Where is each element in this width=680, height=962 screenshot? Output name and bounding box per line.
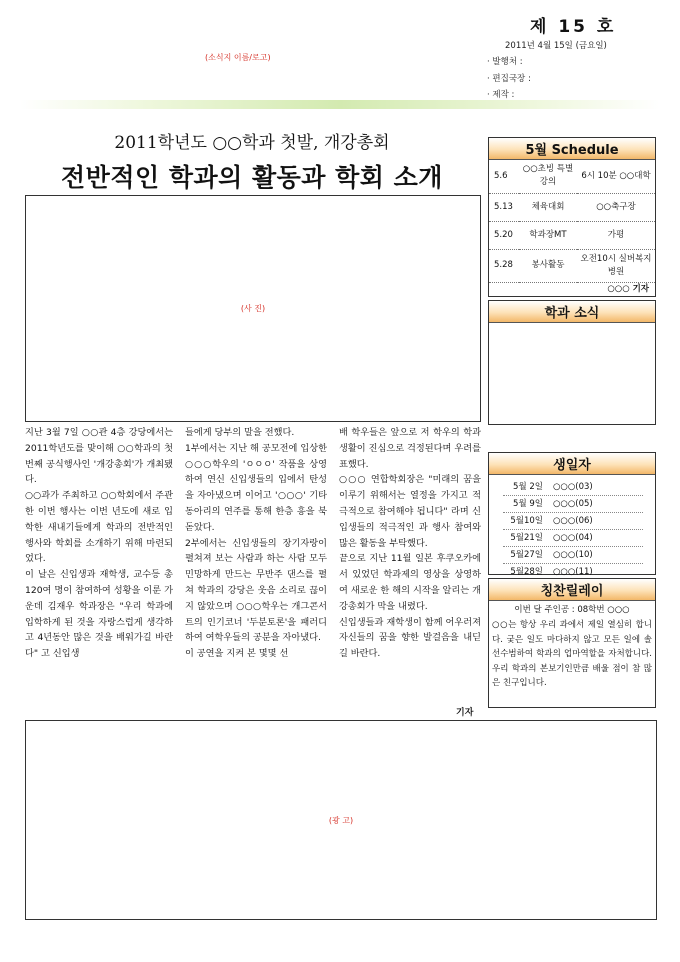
- birthday-item: [503, 547, 643, 564]
- schedule-row: [489, 160, 655, 193]
- schedule-place: ○○축구장: [577, 193, 655, 221]
- publisher-line: · 발행처 :: [487, 57, 523, 67]
- article-paragraph: 지난 3월 7일 ○○관 4층 강당에서는 2011학년도를 맞이해 ○○학과의 첫 번째 공식행사인 '개강총회'가 개최됐다.: [25, 427, 173, 486]
- birthday-date: 5월28일: [510, 567, 543, 577]
- birthday-item: [503, 530, 643, 547]
- photo-placeholder-label: (사 진): [240, 304, 266, 313]
- birthday-name: ○○○(04): [553, 533, 593, 543]
- schedule-row: [489, 221, 655, 249]
- article-paragraph: 들에게 당부의 말을 전했다.: [185, 427, 295, 438]
- article-column-1: [25, 425, 173, 662]
- schedule-date: 5.28: [489, 249, 519, 282]
- birthday-name: ○○○(10): [553, 550, 593, 560]
- newsletter-logo-placeholder: (소식지 이름/로고): [205, 53, 271, 62]
- producer-line: · 제작 :: [487, 90, 515, 100]
- birthday-date: 5월21일: [510, 533, 543, 543]
- praise-relay-text: ○○는 항상 우리 과에서 제일 열심히 합니다. 궂은 일도 마다하지 않고 모든 일에 솔선수범하여 학과의 업마역할을 자처합니다. 우리 학과의 본보기인만큼 배울 점이 참 많은 친구입니다.: [492, 620, 652, 688]
- department-news-box: [488, 300, 656, 425]
- schedule-event: 학과장MT: [519, 221, 577, 249]
- schedule-box: [488, 137, 656, 297]
- schedule-date: 5.6: [489, 160, 519, 193]
- article-column-2: [185, 425, 327, 662]
- schedule-date: 5.20: [489, 221, 519, 249]
- schedule-place: 6시 10분 ○○대학: [577, 160, 655, 193]
- birthday-item: [503, 496, 643, 513]
- article-subheadline: 2011학년도 ○○학과 첫발, 개강총회: [114, 133, 390, 153]
- schedule-title: 5월 Schedule: [489, 138, 655, 160]
- birthday-item: [503, 513, 643, 530]
- birthday-date: 5월 9일: [513, 499, 543, 509]
- praise-relay-heading: 이번 달 주인공 : 08학번 ○○○: [514, 605, 630, 615]
- birthday-item: [503, 479, 643, 496]
- schedule-event: 봉사활동: [519, 249, 577, 282]
- article-headline: 전반적인 학과의 활동과 학회 소개: [61, 163, 443, 192]
- editor-line: · 편집국장 :: [487, 74, 531, 84]
- advertisement-placeholder: [25, 720, 657, 920]
- schedule-place: 가평: [577, 221, 655, 249]
- article-reporter: 기자: [456, 708, 474, 718]
- issue-number: 제 15 호: [530, 17, 617, 37]
- article-paragraph: 1부에서는 지난 해 공모전에 입상한 ○○○학우의 'ㅇㅇㅇ' 작품을 상영하여 연신 신입생들의 입에서 탄성을 자아냈으며 이어고 '○○○' 기타동아리의 연주를 통해 한층 흥을 북돋았다.: [185, 442, 327, 533]
- birthday-date: 5월 2일: [513, 482, 543, 492]
- birthday-date: 5월10일: [510, 516, 543, 526]
- article-column-3: [339, 425, 481, 662]
- birthday-name: ○○○(06): [553, 516, 593, 526]
- issue-date: 2011년 4월 15일 (금요일): [505, 41, 607, 51]
- schedule-event: ○○초빙 특별강의: [519, 160, 577, 193]
- schedule-row: [489, 249, 655, 282]
- schedule-reporter: ○○○ 기자: [607, 283, 649, 294]
- advertisement-label: (광 고): [328, 816, 354, 825]
- birthday-name: ○○○(03): [553, 482, 593, 492]
- article-paragraph: 이 공연을 지켜 본 몇몇 선: [185, 648, 289, 660]
- header-divider-band: [20, 100, 660, 109]
- birthday-date: 5월27일: [510, 550, 543, 560]
- schedule-place: 오전10시 실버복지병원: [577, 249, 655, 282]
- schedule-table: [489, 160, 655, 283]
- birthday-box: [488, 452, 656, 575]
- article-paragraph: 2부에서는 신입생들의 장기자랑이 펼쳐져 보는 사람과 하는 사람 모두 민망하게 만드는 무반주 댄스를 펼쳐 학과의 강당은 웃음 소리로 끊이지 않았으며 ○○○학우는 개그콘서트의 인기코너 '두분토론'을 패러디하여 여학우들의 공분을 자아냈다.: [185, 537, 327, 644]
- article-paragraph: 배 학우들은 앞으로 저 학우의 학과생활이 진심으로 걱정된다며 우려를 표했다.: [339, 427, 481, 470]
- schedule-row: [489, 193, 655, 221]
- birthday-list: [489, 475, 655, 581]
- article-photo-placeholder: [25, 195, 481, 422]
- birthday-title: 생일자: [489, 453, 655, 475]
- article-paragraph: 신입생들과 재학생이 함께 어우러져 자신들의 꿈을 향한 발걸음을 내딛길 바란다.: [339, 616, 481, 660]
- birthday-name: ○○○(11): [553, 567, 593, 577]
- article-paragraph: ○○○ 연합학회장은 "미래의 꿈을 이루기 위해서는 열정을 가지고 적극적으로 참여해야 됩니다" 라며 신입생들의 적극적인 과 행사 참여와 많은 활동을 부탁했다.: [339, 474, 481, 549]
- schedule-date: 5.13: [489, 193, 519, 221]
- schedule-event: 체육대회: [519, 193, 577, 221]
- praise-relay-title: 칭찬릴레이: [489, 579, 655, 601]
- praise-relay-box: [488, 578, 656, 708]
- birthday-name: ○○○(05): [553, 499, 593, 509]
- article-paragraph: 이 날은 신입생과 재학생, 교수등 총 120여 명이 참여하여 성황을 이룬 가운데 김재우 학과장은 "우리 학과에 입학하게 된 것을 자랑스럽게 생각하고 4년동안 많은 것을 배워가길 바란다" 고 신입생: [25, 569, 173, 660]
- article-paragraph: ○○과가 주최하고 ○○학회에서 주관한 이번 행사는 이번 년도에 새로 입학한 새내기들에게 학과의 전반적인 행사와 학회를 소개하기 위해 마련되었다.: [25, 490, 173, 565]
- article-paragraph: 끝으로 지난 11월 일본 후쿠오카에서 있었던 학과제의 영상을 상영하여 새로운 한 해의 시작을 알리는 개강총회가 막을 내렸다.: [339, 553, 481, 612]
- department-news-title: 학과 소식: [489, 301, 655, 323]
